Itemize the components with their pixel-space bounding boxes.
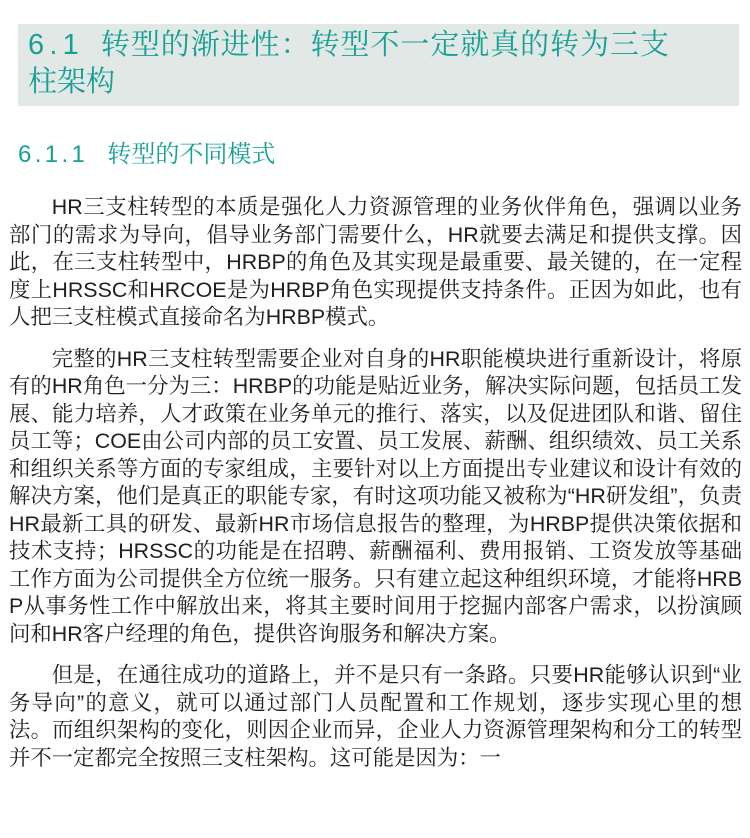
body-paragraph: 但是，在通往成功的道路上，并不是只有一条路。只要HR能够认识到“业务导向”的意义，就可以通过部门人员配置和工作规划，逐步实现心里的想法。而组织架构的变化，则因企业而异，企业人力资源管理架构和分工的转型并不一定都完全按照三支柱架构。这可能是因为：一 xyxy=(9,663,742,770)
content-area xyxy=(9,194,742,772)
chapter-title: 转型的渐进性：转型不一定就真的转为三支柱架构 xyxy=(28,29,669,98)
chapter-heading xyxy=(18,24,739,106)
subsection-heading xyxy=(18,140,730,170)
subsection-number: 6.1.1 xyxy=(18,141,89,168)
body-paragraph: HR三支柱转型的本质是强化人力资源管理的业务伙伴角色，强调以业务部门的需求为导向，倡导业务部门需要什么，HR就要去满足和提供支撑。因此，在三支柱转型中，HRBP的角色及其实现是最重要、最关键的，在一定程度上HRSSC和HRCOE是为HRBP角色实现提供支持条件。正因为如此，也有人把三支柱模式直接命名为HRBP模式。 xyxy=(9,195,742,329)
body-paragraph: 完整的HR三支柱转型需要企业对自身的HR职能模块进行重新设计，将原有的HR角色一分为三：HRBP的功能是贴近业务，解决实际问题，包括员工发展、能力培养，人才政策在业务单元的推行、落实，以及促进团队和谐、留住员工等；COE由公司内部的员工安置、员工发展、薪酬、组织绩效、员工关系和组织关系等方面的专家组成，主要针对以上方面提出专业建议和设计有效的解决方案，他们是真正的职能专家，有时这项功能又被称为“HR研发组”，负责HR最新工具的研发、最新HR市场信息报告的整理，为HRBP提供决策依据和技术支持；HRSSC的功能是在招聘、薪酬福利、费用报销、工资发放等基础工作方面为公司提供全方位统一服务。只有建立起这种组织环境，才能将HRBP从事务性工作中解放出来，将其主要时间用于挖掘内部客户需求，以扮演顾问和HR客户经理的角色，提供咨询服务和解决方案。 xyxy=(9,346,742,646)
document-page xyxy=(0,24,750,838)
subsection-title: 转型的不同模式 xyxy=(107,141,276,168)
chapter-number: 6.1 xyxy=(28,29,84,61)
